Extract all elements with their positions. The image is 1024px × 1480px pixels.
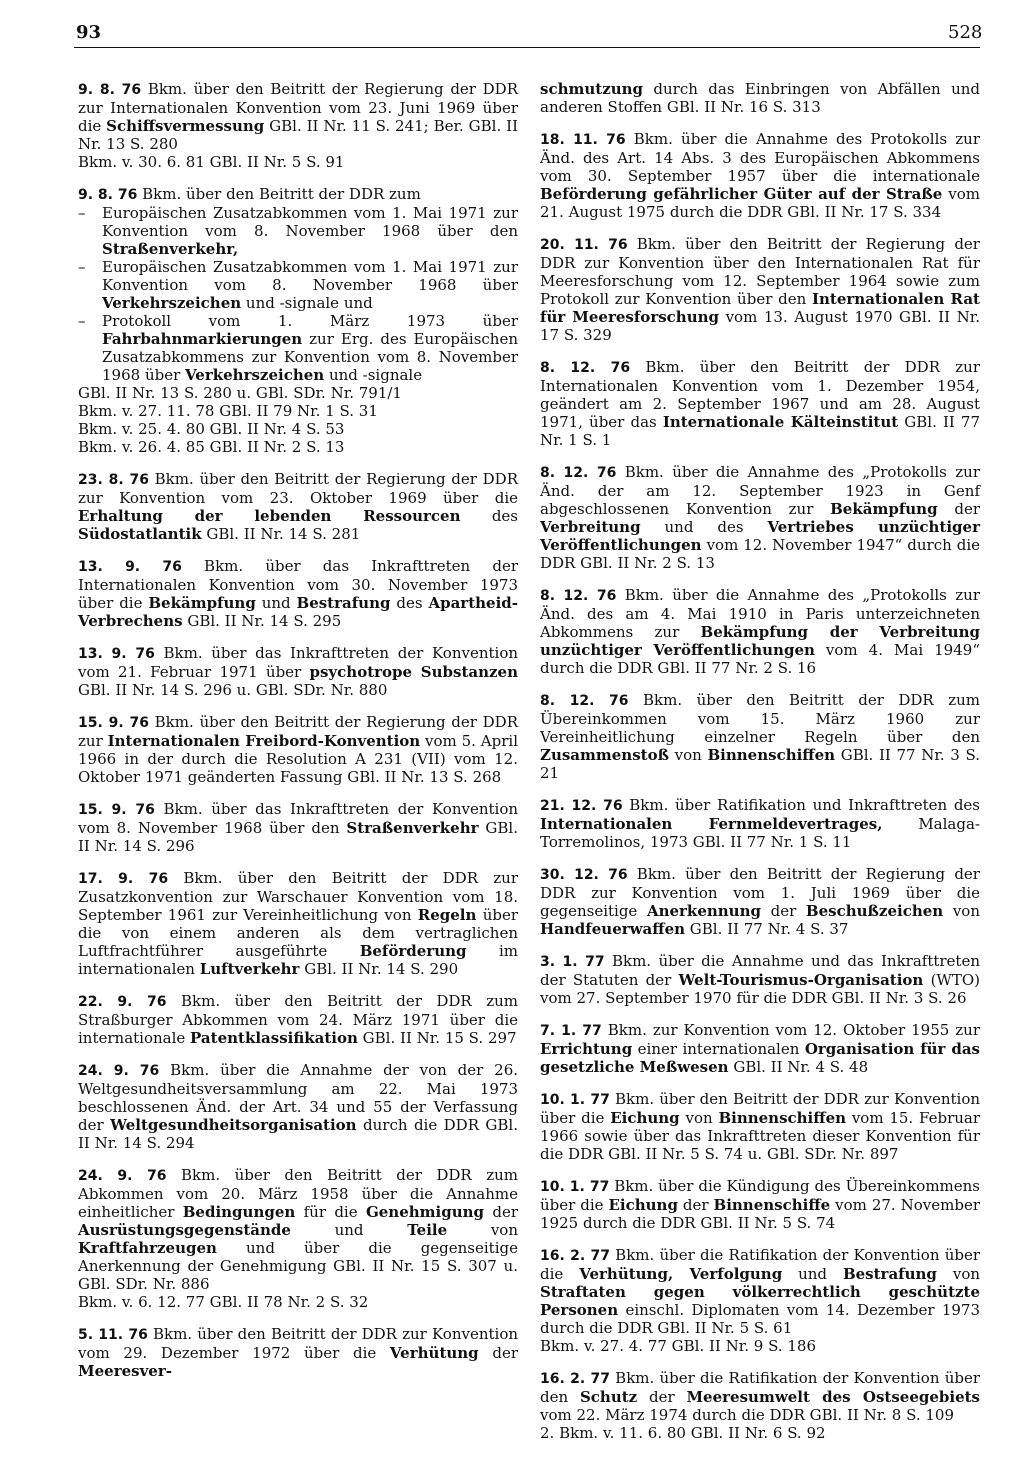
entry-text: Bkm. über das Inkrafttreten der Konvention vom 21. Februar 1971 über — [78, 644, 519, 681]
entry-text: und des — [640, 518, 768, 536]
entry-text: Bkm. über das Inkrafttreten der Konvention vom 8. November 1968 über den — [78, 800, 519, 837]
entry-keyword: Apartheid-Verbrechens — [78, 594, 518, 630]
entry-item — [78, 312, 518, 384]
entry-paragraph — [540, 952, 980, 1007]
right-column — [540, 80, 980, 1456]
register-entry — [540, 80, 980, 116]
register-entry — [540, 586, 980, 677]
entry-paragraph — [78, 80, 518, 153]
register-entry — [78, 869, 518, 978]
entry-date: 18. 11. 76 — [540, 132, 626, 148]
register-entry — [78, 644, 518, 699]
entry-paragraph — [540, 1090, 980, 1163]
entry-keyword: Binnenschiffen — [707, 746, 836, 764]
entry-text: der — [760, 902, 806, 920]
entry-date: 8. 12. 76 — [540, 465, 617, 481]
entry-paragraph — [540, 865, 980, 938]
entry-paragraph — [78, 869, 518, 978]
entry-text: GBl. II Nr. 14 S. 281 — [201, 525, 361, 543]
entry-date: 15. 9. 76 — [78, 802, 155, 818]
entry-keyword: Binnenschiffe — [713, 1196, 831, 1214]
entry-paragraph — [540, 586, 980, 677]
entry-text: vom 13. August 1970 GBl. II Nr. 17 S. 329 — [540, 308, 981, 344]
entry-text: Bkm. über den Beitritt der Regierung der DDR zur Konvention über den Internationalen Rat für Meeresforschung vom 12. September 1964 sowie zum Protokoll zur Konvention über den — [540, 235, 980, 308]
entry-text: vom 21. August 1975 durch die DDR GBl. II Nr. 17 S. 334 — [540, 185, 981, 221]
entry-keyword: Luftverkehr — [199, 960, 300, 978]
entry-text: GBl. II Nr. 11 S. 241; Ber. GBl. II Nr. 13 S. 280 — [78, 117, 518, 153]
entry-item — [78, 258, 518, 312]
entry-text: von — [447, 1221, 519, 1239]
entry-keyword: Bestrafung — [842, 1265, 937, 1283]
entry-paragraph — [78, 992, 518, 1047]
entry-paragraph — [540, 1246, 980, 1337]
entry-paragraph — [540, 235, 980, 344]
entry-keyword: Bedingungen — [182, 1203, 296, 1221]
entry-keyword: Vertriebes unzüchtiger Veröffentlichungen — [540, 518, 980, 554]
register-entry — [78, 800, 518, 855]
entry-text: und -signale und — [241, 294, 373, 312]
entry-item-list — [78, 204, 518, 384]
entry-text: Bkm. über den Beitritt der DDR zur Konvention vom 29. Dezember 1972 über die — [78, 1325, 519, 1362]
entry-text: für die — [295, 1203, 366, 1221]
entry-date: 20. 11. 76 — [540, 237, 628, 253]
entry-item — [78, 204, 518, 258]
entry-text: Bkm. über den Beitritt der Regierung der DDR zur Internationalen Konvention vom 23. Juni 1969 über die — [78, 80, 518, 135]
entry-text: Bkm. über den Beitritt der DDR zur Konvention über die — [540, 1090, 981, 1127]
entry-keyword: Straßenverkehr, — [102, 240, 239, 258]
entry-date: 13. 9. 76 — [78, 646, 155, 662]
entry-text: GBl. II Nr. 4 S. 48 — [728, 1058, 869, 1076]
entry-date: 8. 12. 76 — [540, 360, 631, 376]
entry-paragraph — [540, 130, 980, 221]
register-entry — [540, 691, 980, 782]
entry-text: und -signale — [324, 366, 423, 384]
entry-text: von — [679, 1109, 719, 1127]
entry-paragraph — [540, 463, 980, 572]
entry-paragraph — [540, 358, 980, 449]
entry-followup: Bkm. v. 25. 4. 80 GBl. II Nr. 4 S. 53 — [78, 420, 345, 438]
entry-keyword: Schutz — [579, 1388, 638, 1406]
entry-followup: Bkm. v. 27. 11. 78 GBl. II 79 Nr. 1 S. 31 — [78, 402, 378, 420]
entry-keyword: Bestrafung — [296, 594, 391, 612]
entry-text: Bkm. über den Beitritt der DDR zum — [137, 185, 421, 203]
entry-text: und — [255, 594, 297, 612]
entry-keyword: Errichtung — [540, 1040, 633, 1058]
entry-date: 8. 12. 76 — [540, 693, 629, 709]
register-entry — [540, 130, 980, 221]
entry-paragraph — [78, 470, 518, 543]
entry-keyword: Straftaten gegen völkerrechtlich geschützte Personen — [540, 1283, 980, 1319]
register-entry — [540, 796, 980, 851]
entry-keyword: Beförderung gefährlicher Güter auf der Straße — [540, 185, 943, 203]
entry-text: durch die DDR GBl. II Nr. 14 S. 294 — [78, 1116, 518, 1152]
entry-keyword: Fahrbahnmarkierungen — [102, 330, 303, 348]
register-entry — [540, 1090, 980, 1163]
left-column — [78, 80, 518, 1394]
entry-paragraph — [78, 644, 518, 699]
entry-date: 8. 12. 76 — [540, 588, 617, 604]
entry-date: 13. 9. 76 — [78, 559, 182, 575]
entry-keyword: Binnenschiffen — [718, 1109, 847, 1127]
entry-text: der — [484, 1203, 519, 1221]
entry-date: 9. 8. 76 — [78, 187, 138, 203]
register-entry — [78, 185, 518, 456]
entry-keyword: Anerkennung — [646, 902, 761, 920]
entry-date: 9. 8. 76 — [78, 82, 142, 98]
entry-text: Bkm. über den Beitritt der DDR zur Zusatzkonvention zur Warschauer Konvention vom 18. September 1961 zur Vereinheitlichung von — [78, 869, 518, 924]
entry-text: vom 15. Februar 1966 sowie über das Inkrafttreten dieser Konvention für die DDR GBl. II Nr. 5 S. 74 u. GBl. SDr. Nr. 897 — [540, 1109, 981, 1163]
entry-text: Europäischen Zusatzabkommen vom 1. Mai 1971 zur Konvention vom 8. November 1968 über den — [102, 204, 518, 240]
entry-text: GBl. II 77 Nr. 4 S. 37 — [685, 920, 849, 938]
entry-keyword: Eichung — [608, 1196, 678, 1214]
entry-text: über die von einem anderen als dem vertraglichen Luftfrachtführer ausgeführte — [78, 906, 519, 960]
entry-text: Bkm. über den Beitritt der DDR zum Abkommen vom 20. März 1958 über die Annahme einheitlicher — [78, 1166, 519, 1221]
entry-text: Bkm. über die Annahme des „Protokolls zur Änd. des am 4. Mai 1910 in Paris unterzeichneten Abkommens zur — [540, 586, 981, 641]
entry-date: 21. 12. 76 — [540, 798, 623, 814]
entry-text: Bkm. über die Annahme des Protokolls zur Änd. des Art. 14 Abs. 3 des Europäischen Abkommens vom 30. September 1957 über die internationale — [540, 130, 980, 185]
entry-followup: Bkm. v. 30. 6. 81 GBl. II Nr. 5 S. 91 — [78, 153, 345, 171]
entry-text: der — [677, 1196, 714, 1214]
register-entry — [78, 470, 518, 543]
entry-keyword: Kraftfahrzeugen — [78, 1239, 217, 1257]
entry-date: 15. 9. 76 — [78, 715, 149, 731]
entry-followup: 2. Bkm. v. 11. 6. 80 GBl. II Nr. 6 S. 92 — [540, 1424, 826, 1442]
entry-date: 17. 9. 76 — [78, 871, 169, 887]
page-number-right: 528 — [948, 22, 983, 43]
entry-text: Bkm. zur Konvention vom 12. Oktober 1955 zur — [601, 1021, 980, 1039]
register-entry — [78, 80, 518, 171]
entry-date: 30. 12. 76 — [540, 867, 628, 883]
entry-text: von — [936, 1265, 981, 1283]
entry-text: und über die gegenseitige Anerkennung der Genehmigung GBl. II Nr. 15 S. 307 u. GBl. SDr. Nr. 886 — [78, 1239, 518, 1293]
entry-text: vom 12. November 1947“ durch die DDR GBl. II Nr. 2 S. 13 — [540, 536, 980, 572]
entry-text: der — [478, 1344, 518, 1362]
entry-text: Europäischen Zusatzabkommen vom 1. Mai 1971 zur Konvention vom 8. November 1968 über — [102, 258, 518, 294]
register-entry — [78, 992, 518, 1047]
entry-keyword: psychotrope Substanzen — [309, 663, 518, 681]
entry-date: 7. 1. 77 — [540, 1023, 602, 1039]
entry-text: und — [782, 1265, 843, 1283]
register-entry — [78, 1061, 518, 1152]
entry-text: Bkm. über die Ratifikation der Konvention über den — [540, 1369, 981, 1406]
entry-keyword: Bekämpfung der Verbreitung unzüchtiger Veröffentlichungen — [540, 623, 980, 659]
entry-text: und — [290, 1221, 408, 1239]
entry-text: vom 4. Mai 1949“ durch die DDR GBl. II 77 Nr. 2 S. 16 — [540, 641, 980, 677]
entry-paragraph — [540, 796, 980, 851]
entry-keyword: schmutzung — [540, 80, 644, 98]
entry-text: Bkm. über den Beitritt der DDR zum Straßburger Abkommen vom 24. März 1971 über die internationale — [78, 992, 519, 1047]
entry-text: der — [637, 1388, 687, 1406]
entry-keyword: Eichung — [610, 1109, 680, 1127]
entry-text: GBl. II Nr. 14 S. 295 — [182, 612, 342, 630]
entry-paragraph — [540, 691, 980, 782]
entry-keyword: Welt-Tourismus-Organisation — [678, 971, 924, 989]
entry-text: GBl. II Nr. 15 S. 297 — [357, 1029, 517, 1047]
entry-text: durch das Einbringen von Abfällen und anderen Stoffen GBl. II Nr. 16 S. 313 — [540, 80, 980, 116]
entry-text: vom 27. November 1925 durch die DDR GBl. II Nr. 5 S. 74 — [540, 1196, 980, 1232]
entry-keyword: Weltgesundheitsorganisation — [110, 1116, 357, 1134]
entry-text: GBl. II Nr. 14 S. 296 u. GBl. SDr. Nr. 880 — [78, 681, 388, 699]
entry-text: Bkm. über den Beitritt der DDR zum Übereinkommen vom 15. März 1960 zur Vereinheitlichung einzelner Regeln über den — [540, 691, 981, 746]
entry-paragraph — [540, 80, 980, 116]
register-entry — [78, 1166, 518, 1311]
register-entry — [540, 235, 980, 344]
entry-date: 16. 2. 77 — [540, 1248, 610, 1264]
register-entry — [78, 1325, 518, 1380]
entry-keyword: Schiffsvermessung — [106, 117, 265, 135]
entry-text: Bkm. über den Beitritt der Regierung der DDR zur Konvention vom 1. Juli 1969 über die gegenseitige — [540, 865, 980, 920]
entry-text: Malaga-Torremolinos, 1973 GBl. II 77 Nr. 1 S. 11 — [540, 815, 980, 851]
entry-paragraph — [540, 1021, 980, 1076]
entry-keyword: Ausrüstungsgegenstände — [78, 1221, 291, 1239]
entry-paragraph — [78, 1061, 518, 1152]
entry-paragraph — [78, 185, 518, 204]
entry-keyword: Beförderung — [359, 942, 467, 960]
entry-paragraph — [540, 1177, 980, 1232]
register-entry — [78, 557, 518, 630]
entry-date: 22. 9. 76 — [78, 994, 167, 1010]
entry-text: Bkm. über die Ratifikation der Konvention über die — [540, 1246, 981, 1283]
entry-paragraph — [78, 713, 518, 786]
page-number-left: 93 — [76, 22, 102, 43]
entry-text: Bkm. über den Beitritt der Regierung der DDR zur — [78, 713, 518, 750]
entry-text: Bkm. über das Inkrafttreten der Internationalen Konvention vom 30. November 1973 über die — [78, 557, 519, 612]
entry-text: einer internationalen — [632, 1040, 805, 1058]
entry-keyword: Handfeuerwaffen — [540, 920, 686, 938]
register-entry — [540, 865, 980, 938]
entry-keyword: Verkehrszeichen — [185, 366, 325, 384]
entry-text: vom 22. März 1974 durch die DDR GBl. II Nr. 8 S. 109 — [540, 1406, 954, 1424]
entry-date: 24. 9. 76 — [78, 1063, 160, 1079]
entry-text: (WTO) vom 27. September 1970 für die DDR GBl. II Nr. 3 S. 26 — [540, 971, 980, 1007]
entry-followup: Bkm. v. 27. 4. 77 GBl. II Nr. 9 S. 186 — [540, 1337, 817, 1355]
entry-keyword: Internationalen Fernmeldevertrages, — [540, 815, 883, 833]
entry-text: von — [943, 902, 980, 920]
entry-keyword: Teile — [407, 1221, 448, 1239]
entry-keyword: Internationalen Rat für Meeresforschung — [540, 290, 980, 326]
entry-date: 23. 8. 76 — [78, 472, 149, 488]
entry-keyword: Organisation für das gesetzliche Meßwesen — [540, 1040, 980, 1076]
register-entry — [540, 1021, 980, 1076]
entry-text: einschl. Diplomaten vom 14. Dezember 1973 durch die DDR GBl. II Nr. 5 S. 61 — [540, 1301, 980, 1337]
entry-text: GBl. II 77 Nr. 3 S. 21 — [540, 746, 980, 782]
entry-followup: Bkm. v. 6. 12. 77 GBl. II 78 Nr. 2 S. 32 — [78, 1293, 369, 1311]
entry-text: Bkm. über den Beitritt der DDR zur Internationalen Konvention vom 1. Dezember 1954, geändert am 2. September 1967 und am 28. August 1971, über das — [540, 358, 980, 431]
entry-text: GBl. II Nr. 14 S. 290 — [299, 960, 459, 978]
entry-keyword: Verhütung — [389, 1344, 479, 1362]
entry-date: 3. 1. 77 — [540, 954, 605, 970]
entry-keyword: Verkehrszeichen — [102, 294, 242, 312]
register-entry — [540, 1369, 980, 1442]
entry-text: GBl. II Nr. 14 S. 296 — [78, 819, 518, 855]
entry-paragraph — [78, 1166, 518, 1293]
entry-paragraph — [78, 1325, 518, 1380]
entry-paragraph — [78, 800, 518, 855]
register-entry — [78, 713, 518, 786]
entry-text: Bkm. über die Kündigung des Übereinkommens über die — [540, 1177, 980, 1214]
entry-date: 5. 11. 76 — [78, 1327, 148, 1343]
entry-keyword: Genehmigung — [365, 1203, 485, 1221]
entry-keyword: Bekämpfung — [148, 594, 256, 612]
entry-keyword: Patentklassifikation — [190, 1029, 358, 1047]
entry-text: des — [460, 507, 518, 525]
entry-keyword: Regeln — [417, 906, 477, 924]
entry-text: im internationalen — [78, 942, 518, 978]
entry-date: 10. 1. 77 — [540, 1179, 610, 1195]
entry-followup: Bkm. v. 26. 4. 85 GBl. II Nr. 2 S. 13 — [78, 438, 345, 456]
entry-keyword: Meeresumwelt des Ostseegebiets — [686, 1388, 980, 1406]
entry-followup: GBl. II Nr. 13 S. 280 u. GBl. SDr. Nr. 791/1 — [78, 384, 402, 402]
entry-paragraph — [540, 1369, 980, 1424]
entry-paragraph — [78, 557, 518, 630]
entry-date: 24. 9. 76 — [78, 1168, 167, 1184]
register-entry — [540, 952, 980, 1007]
register-entry — [540, 1246, 980, 1355]
entry-text: Bkm. über die Annahme der von der 26. Weltgesundheitsversammlung am 22. Mai 1973 beschlossenen Änd. der Art. 34 und 55 der Verfassung der — [78, 1061, 519, 1134]
entry-date: 16. 2. 77 — [540, 1371, 610, 1387]
header-rule — [74, 47, 980, 48]
entry-text: Bkm. über den Beitritt der Regierung der DDR zur Konvention vom 23. Oktober 1969 über die — [78, 470, 518, 507]
entry-keyword: Beschußzeichen — [805, 902, 944, 920]
entry-text: der — [937, 500, 980, 518]
entry-text: Bkm. über Ratifikation und Inkrafttreten des — [622, 796, 980, 814]
entry-text: zur Erg. des Europäischen Zusatzabkommens zur Konvention vom 8. November 1968 über — [102, 330, 518, 384]
entry-keyword: Verhütung, Verfolgung — [579, 1265, 783, 1283]
entry-date: 10. 1. 77 — [540, 1092, 610, 1108]
entry-text: Protokoll vom 1. März 1973 über — [102, 312, 518, 330]
entry-keyword: Südostatlantik — [78, 525, 202, 543]
entry-text: vom 5. April 1966 in der durch die Resolution A 231 (VII) vom 12. Oktober 1971 geänderten Fassung GBl. II Nr. 13 S. 268 — [78, 732, 519, 786]
entry-text: GBl. II 77 Nr. 1 S. 1 — [540, 413, 980, 449]
entry-keyword: Straßenverkehr — [346, 819, 479, 837]
entry-keyword: Erhaltung der lebenden Ressourcen — [78, 507, 461, 525]
entry-keyword: Verbreitung — [540, 518, 641, 536]
entry-keyword: Meeresver- — [78, 1362, 172, 1380]
entry-text: Bkm. über die Annahme des „Protokolls zur Änd. der am 12. September 1923 in Genf abgeschlossenen Konvention zur — [540, 463, 981, 518]
entry-keyword: Internationale Kälteinstitut — [662, 413, 899, 431]
entry-keyword: Internationalen Freibord-Konvention — [107, 732, 421, 750]
entry-text: des — [390, 594, 429, 612]
register-entry — [540, 1177, 980, 1232]
register-entry — [540, 463, 980, 572]
entry-text: Bkm. über die Annahme und das Inkrafttreten der Statuten der — [540, 952, 980, 989]
entry-text: von — [669, 746, 708, 764]
register-entry — [540, 358, 980, 449]
entry-keyword: Zusammenstoß — [540, 746, 669, 764]
entry-keyword: Bekämpfung — [830, 500, 938, 518]
